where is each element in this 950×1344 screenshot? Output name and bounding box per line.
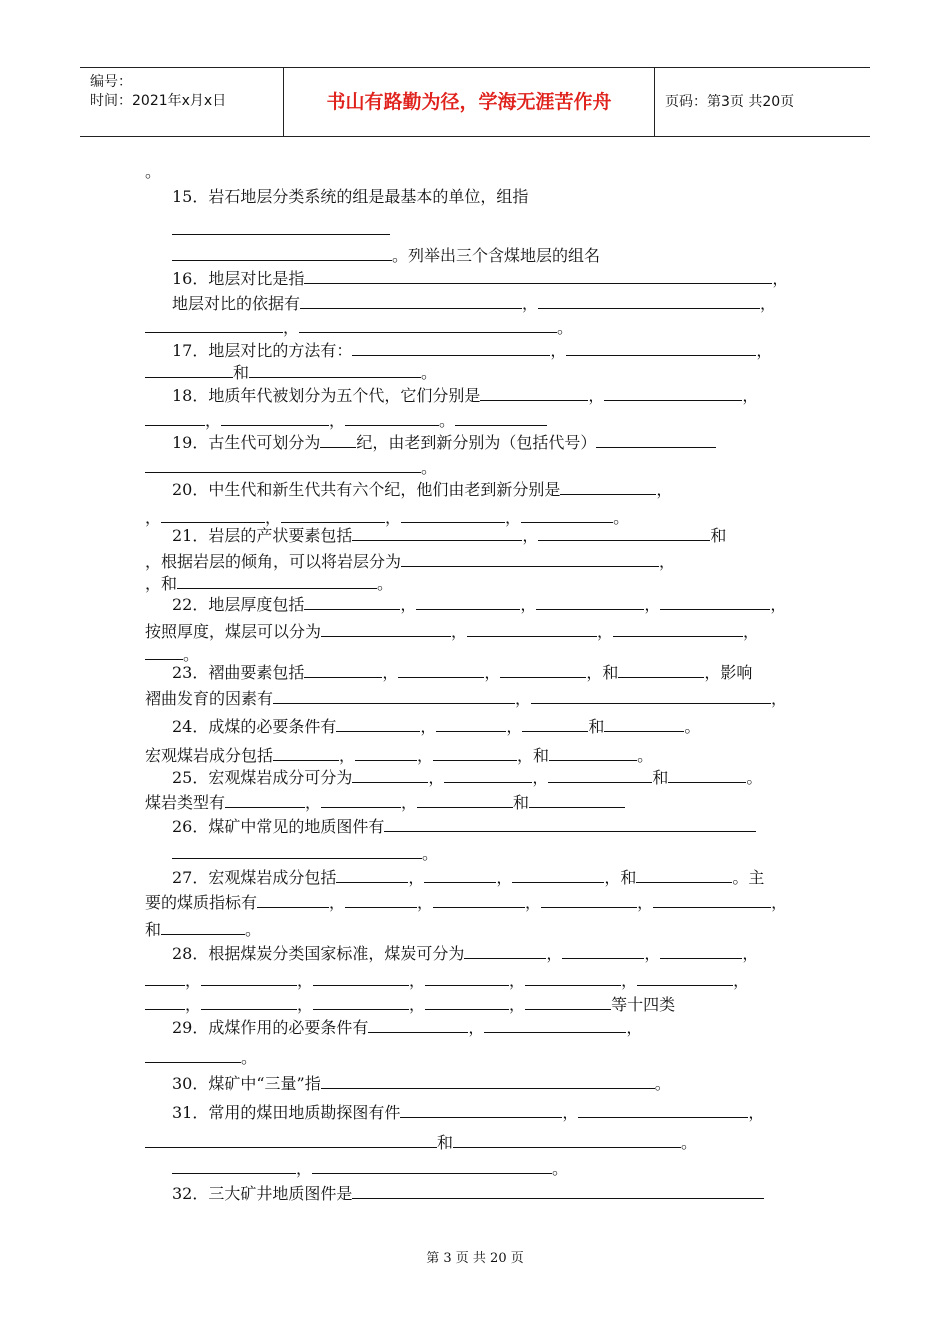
question-text: 。 xyxy=(746,768,763,787)
question-text: 30．煤矿中“三量”指 xyxy=(172,1074,321,1093)
question-line xyxy=(145,409,547,433)
fill-in-blank[interactable] xyxy=(522,715,588,732)
fill-in-blank[interactable] xyxy=(484,1016,626,1033)
fill-in-blank[interactable] xyxy=(172,218,390,235)
fill-in-blank[interactable] xyxy=(145,316,283,333)
question-text: 和 xyxy=(513,793,530,812)
fill-in-blank[interactable] xyxy=(444,766,532,783)
question-text: 。 xyxy=(421,458,438,477)
fill-in-blank[interactable] xyxy=(618,661,704,678)
fill-in-blank[interactable] xyxy=(500,661,586,678)
question-text: ， xyxy=(597,622,614,641)
question-text: 。 xyxy=(377,574,394,593)
question-text: 。列举出三个含煤地层的组名 xyxy=(392,246,601,265)
fill-in-blank[interactable] xyxy=(352,1182,764,1199)
fill-in-blank[interactable] xyxy=(312,1157,552,1174)
fill-in-blank[interactable] xyxy=(304,661,382,678)
fill-in-blank[interactable] xyxy=(336,715,420,732)
fill-in-blank[interactable] xyxy=(660,942,742,959)
question-line xyxy=(172,339,772,363)
question-text: 。 xyxy=(684,717,701,736)
question-line xyxy=(145,1131,697,1155)
fill-in-blank[interactable] xyxy=(313,993,409,1010)
fill-in-blank[interactable] xyxy=(668,766,746,783)
question-line xyxy=(172,593,786,617)
fill-in-blank[interactable] xyxy=(636,866,732,883)
question-text: ， xyxy=(644,944,661,963)
fill-in-blank[interactable] xyxy=(355,744,417,761)
question-text: ， xyxy=(484,663,501,682)
fill-in-blank[interactable] xyxy=(464,942,546,959)
question-text: 。 xyxy=(654,1074,671,1093)
question-text: 15．岩石地层分类系统的组是最基本的单位，组指 xyxy=(172,187,529,206)
question-line xyxy=(145,456,437,480)
fill-in-blank[interactable] xyxy=(321,1072,655,1089)
time-label: 时间：2021年x月x日 xyxy=(90,93,227,109)
question-text: 21．岩层的产状要素包括 xyxy=(172,526,353,545)
fill-in-blank[interactable] xyxy=(467,620,597,637)
fill-in-blank[interactable] xyxy=(201,993,297,1010)
question-line xyxy=(172,1157,568,1181)
fill-in-blank[interactable] xyxy=(613,620,743,637)
question-text: ， xyxy=(296,1159,313,1178)
question-text: 。 xyxy=(241,1048,258,1067)
question-text: ， xyxy=(283,318,300,337)
fill-in-blank[interactable] xyxy=(512,866,604,883)
question-line xyxy=(172,185,528,209)
question-line xyxy=(172,1072,671,1096)
fill-in-blank[interactable] xyxy=(536,593,644,610)
question-text: ， xyxy=(297,995,314,1014)
question-text: ， xyxy=(505,508,522,527)
question-text: ， xyxy=(644,595,661,614)
fill-in-blank[interactable] xyxy=(313,969,409,986)
question-line xyxy=(172,661,752,685)
fill-in-blank[interactable] xyxy=(637,969,733,986)
fill-in-blank[interactable] xyxy=(352,339,550,356)
fill-in-blank[interactable] xyxy=(400,1101,562,1118)
question-line xyxy=(172,478,672,502)
question-text: ， xyxy=(748,1103,765,1122)
fill-in-blank[interactable] xyxy=(172,1157,296,1174)
fill-in-blank[interactable] xyxy=(145,409,205,426)
fill-in-blank[interactable] xyxy=(304,593,400,610)
question-text: 25．宏观煤岩成分可分为 xyxy=(172,768,353,787)
fill-in-blank[interactable] xyxy=(425,969,509,986)
fill-in-blank[interactable] xyxy=(345,891,417,908)
question-text: ， xyxy=(509,995,526,1014)
fill-in-blank[interactable] xyxy=(401,550,659,567)
question-text: 宏观煤岩成分包括 xyxy=(145,746,274,765)
question-line xyxy=(145,361,437,385)
question-line xyxy=(172,1101,764,1125)
question-text: 和 xyxy=(710,526,727,545)
question-line xyxy=(172,842,438,866)
question-text: ，影响 xyxy=(704,663,753,682)
question-text: 27．宏观煤岩成分包括 xyxy=(172,868,337,887)
fill-in-blank[interactable] xyxy=(653,891,771,908)
fill-in-blank[interactable] xyxy=(433,891,525,908)
fill-in-blank[interactable] xyxy=(560,478,656,495)
question-text: ，和 xyxy=(517,746,550,765)
question-text: ， xyxy=(743,622,760,641)
fill-in-blank[interactable] xyxy=(177,572,377,589)
question-text: ， xyxy=(400,595,417,614)
fill-in-blank[interactable] xyxy=(548,766,652,783)
question-text: ， xyxy=(770,595,787,614)
question-line xyxy=(145,891,787,915)
question-text: 。 xyxy=(421,363,438,382)
question-text: ， xyxy=(550,341,567,360)
question-text: ， xyxy=(760,294,777,313)
question-text: ， xyxy=(659,552,676,571)
question-line xyxy=(172,244,600,268)
question-text: 24．成煤的必要条件有 xyxy=(172,717,337,736)
fill-in-blank[interactable] xyxy=(145,993,185,1010)
question-text: 和 xyxy=(233,363,250,382)
question-text: ， xyxy=(546,944,563,963)
question-line xyxy=(172,866,764,890)
question-line xyxy=(145,687,787,711)
question-line xyxy=(145,791,625,815)
question-text: 褶曲发育的因素有 xyxy=(145,689,274,708)
question-text: ， xyxy=(265,508,282,527)
fill-in-blank[interactable] xyxy=(436,715,506,732)
fill-in-blank[interactable] xyxy=(304,267,772,284)
question-text: ， xyxy=(520,595,537,614)
question-text: 按照厚度，煤层可以分为 xyxy=(145,622,322,641)
fill-in-blank[interactable] xyxy=(273,687,515,704)
question-text: 和 xyxy=(588,717,605,736)
fill-in-blank[interactable] xyxy=(300,292,522,309)
question-text: 29．成煤作用的必要条件有 xyxy=(172,1018,369,1037)
question-line xyxy=(172,431,716,455)
fill-in-blank[interactable] xyxy=(453,1131,681,1148)
question-line xyxy=(172,524,726,548)
question-text: ， xyxy=(771,689,788,708)
fill-in-blank[interactable] xyxy=(145,969,185,986)
question-line xyxy=(172,815,756,839)
question-text: 和 xyxy=(437,1133,454,1152)
header-motto: 书山有路勤为径，学海无涯苦作舟 xyxy=(283,68,655,136)
question-line xyxy=(172,292,776,316)
page-header xyxy=(80,67,870,137)
question-text: 等十四类 xyxy=(611,995,676,1014)
question-text: 煤岩类型有 xyxy=(145,793,226,812)
fill-in-blank[interactable] xyxy=(145,361,233,378)
fill-in-blank[interactable] xyxy=(249,361,421,378)
question-text: ， xyxy=(409,971,426,990)
question-text: ， xyxy=(742,386,759,405)
fill-in-blank[interactable] xyxy=(424,866,496,883)
fill-in-blank[interactable] xyxy=(604,384,742,401)
question-text: ，和 xyxy=(604,868,637,887)
question-text: ， xyxy=(756,341,773,360)
question-text: 。 xyxy=(613,508,630,527)
fill-in-blank[interactable] xyxy=(172,244,392,261)
question-text: ，和 xyxy=(586,663,619,682)
question-text: ， xyxy=(420,717,437,736)
fill-in-blank[interactable] xyxy=(201,969,297,986)
question-text: ， xyxy=(297,971,314,990)
fill-in-blank[interactable] xyxy=(281,506,385,523)
fill-in-blank[interactable] xyxy=(541,891,637,908)
fill-in-blank[interactable] xyxy=(336,866,408,883)
question-text: 26．煤矿中常见的地质图件有 xyxy=(172,817,385,836)
question-text: ， xyxy=(522,294,539,313)
fill-in-blank[interactable] xyxy=(321,620,451,637)
question-text: 。 xyxy=(557,318,574,337)
fill-in-blank[interactable] xyxy=(161,918,245,935)
question-text: 23．褶曲要素包括 xyxy=(172,663,305,682)
question-text: ， xyxy=(382,663,399,682)
fill-in-blank[interactable] xyxy=(145,643,183,660)
question-line xyxy=(172,715,700,739)
fill-in-blank[interactable] xyxy=(596,431,716,448)
question-text: ， xyxy=(742,944,759,963)
fill-in-blank[interactable] xyxy=(433,744,517,761)
question-line xyxy=(145,550,675,574)
question-text: ， xyxy=(588,386,605,405)
question-text: ，根据岩层的倾角，可以将岩层分为 xyxy=(145,552,402,571)
fill-in-blank[interactable] xyxy=(480,384,588,401)
question-text: ， xyxy=(772,269,789,288)
question-text: ， xyxy=(656,480,673,499)
fill-in-blank[interactable] xyxy=(320,431,356,448)
fill-in-blank[interactable] xyxy=(455,409,547,426)
question-text: 。 xyxy=(183,645,200,664)
question-line xyxy=(172,384,758,408)
question-text: 纪，由老到新分别为（包括代号） xyxy=(356,433,597,452)
fill-in-blank[interactable] xyxy=(221,409,329,426)
fill-in-blank[interactable] xyxy=(368,1016,468,1033)
question-text: 17．地层对比的方法有： xyxy=(172,341,353,360)
question-line xyxy=(145,969,749,993)
fill-in-blank[interactable] xyxy=(604,715,684,732)
fill-in-blank[interactable] xyxy=(225,791,305,808)
question-text: ， xyxy=(733,971,750,990)
question-text: 。 xyxy=(439,411,456,430)
question-line xyxy=(145,744,653,768)
question-text: 。 xyxy=(637,746,654,765)
question-text: 。 xyxy=(245,920,262,939)
header-page-info: 页码：第3页 共20页 xyxy=(665,94,795,110)
question-text: ， xyxy=(562,1103,579,1122)
fill-in-blank[interactable] xyxy=(416,593,520,610)
question-text: ， xyxy=(621,971,638,990)
question-text: 19．古生代可划分为 xyxy=(172,433,321,452)
fill-in-blank[interactable] xyxy=(525,969,621,986)
question-text: 16．地层对比是指 xyxy=(172,269,305,288)
question-line xyxy=(172,1182,764,1206)
question-text: ， xyxy=(771,893,788,912)
question-text: 。 xyxy=(145,162,162,181)
question-line xyxy=(172,1016,642,1040)
fill-in-blank[interactable] xyxy=(549,744,637,761)
question-text: ， xyxy=(185,971,202,990)
question-text: ， xyxy=(522,526,539,545)
question-text: 。 xyxy=(681,1133,698,1152)
fill-in-blank[interactable] xyxy=(161,506,265,523)
question-text: ， xyxy=(329,893,346,912)
question-text: ， xyxy=(637,893,654,912)
fill-in-blank[interactable] xyxy=(566,339,756,356)
question-text: 。 xyxy=(552,1159,569,1178)
question-text: ， xyxy=(626,1018,643,1037)
page-footer: 第 3 页 共 20 页 xyxy=(426,1251,524,1266)
question-text: ， xyxy=(451,622,468,641)
fill-in-blank[interactable] xyxy=(398,661,484,678)
fill-in-blank[interactable] xyxy=(538,524,710,541)
fill-in-blank[interactable] xyxy=(578,1101,748,1118)
question-text: 要的煤质指标有 xyxy=(145,893,258,912)
question-text: ， xyxy=(409,995,426,1014)
fill-in-blank[interactable] xyxy=(352,524,522,541)
question-text: ， xyxy=(496,868,513,887)
question-line xyxy=(145,160,161,184)
question-text: ， xyxy=(185,995,202,1014)
question-line xyxy=(145,316,573,340)
question-text: ， xyxy=(525,893,542,912)
fill-in-blank[interactable] xyxy=(660,593,770,610)
question-text: 。主 xyxy=(732,868,765,887)
fill-in-blank[interactable] xyxy=(345,409,439,426)
fill-in-blank[interactable] xyxy=(273,744,339,761)
question-text: ， xyxy=(408,868,425,887)
fill-in-blank[interactable] xyxy=(525,993,611,1010)
question-line xyxy=(172,942,758,966)
question-text: 和 xyxy=(652,768,669,787)
question-text: ， xyxy=(509,971,526,990)
question-line xyxy=(172,218,390,242)
question-text: 20．中生代和新生代共有六个纪，他们由老到新分别是 xyxy=(172,480,561,499)
number-label: 编号： xyxy=(90,74,132,90)
fill-in-blank[interactable] xyxy=(529,791,625,808)
fill-in-blank[interactable] xyxy=(531,687,771,704)
question-text: ， xyxy=(305,793,322,812)
question-text: ， xyxy=(339,746,356,765)
fill-in-blank[interactable] xyxy=(257,891,329,908)
question-text: 地层对比的依据有 xyxy=(172,294,301,313)
question-text: ， xyxy=(205,411,222,430)
question-text: ，和 xyxy=(145,574,178,593)
question-line xyxy=(172,766,762,790)
question-line xyxy=(145,918,261,942)
question-text: ， xyxy=(417,746,434,765)
question-text: ， xyxy=(417,893,434,912)
question-text: 。 xyxy=(422,844,439,863)
fill-in-blank[interactable] xyxy=(384,815,756,832)
question-line xyxy=(145,1046,257,1070)
question-text: ， xyxy=(145,508,162,527)
fill-in-blank[interactable] xyxy=(401,506,505,523)
question-text: ， xyxy=(428,768,445,787)
fill-in-blank[interactable] xyxy=(321,791,401,808)
question-text: 18．地质年代被划分为五个代，它们分别是 xyxy=(172,386,481,405)
header-meta xyxy=(80,68,283,136)
fill-in-blank[interactable] xyxy=(145,456,421,473)
question-text: ， xyxy=(385,508,402,527)
fill-in-blank[interactable] xyxy=(521,506,613,523)
question-text: ， xyxy=(329,411,346,430)
fill-in-blank[interactable] xyxy=(299,316,557,333)
question-line xyxy=(172,267,788,291)
question-line xyxy=(145,993,675,1017)
fill-in-blank[interactable] xyxy=(417,791,513,808)
fill-in-blank[interactable] xyxy=(172,842,422,859)
fill-in-blank[interactable] xyxy=(538,292,760,309)
question-text: 31．常用的煤田地质勘探图有件 xyxy=(172,1103,401,1122)
question-text: 22．地层厚度包括 xyxy=(172,595,305,614)
question-text: 32．三大矿井地质图件是 xyxy=(172,1184,353,1203)
question-line xyxy=(145,620,759,644)
fill-in-blank[interactable] xyxy=(425,993,509,1010)
question-text: 28．根据煤炭分类国家标准，煤炭可分为 xyxy=(172,944,465,963)
question-text: 和 xyxy=(145,920,162,939)
question-text: ， xyxy=(532,768,549,787)
question-text: ， xyxy=(506,717,523,736)
question-text: ， xyxy=(401,793,418,812)
question-text: ， xyxy=(515,689,532,708)
question-text: ， xyxy=(468,1018,485,1037)
fill-in-blank[interactable] xyxy=(145,1131,437,1148)
fill-in-blank[interactable] xyxy=(145,1046,241,1063)
fill-in-blank[interactable] xyxy=(562,942,644,959)
fill-in-blank[interactable] xyxy=(352,766,428,783)
